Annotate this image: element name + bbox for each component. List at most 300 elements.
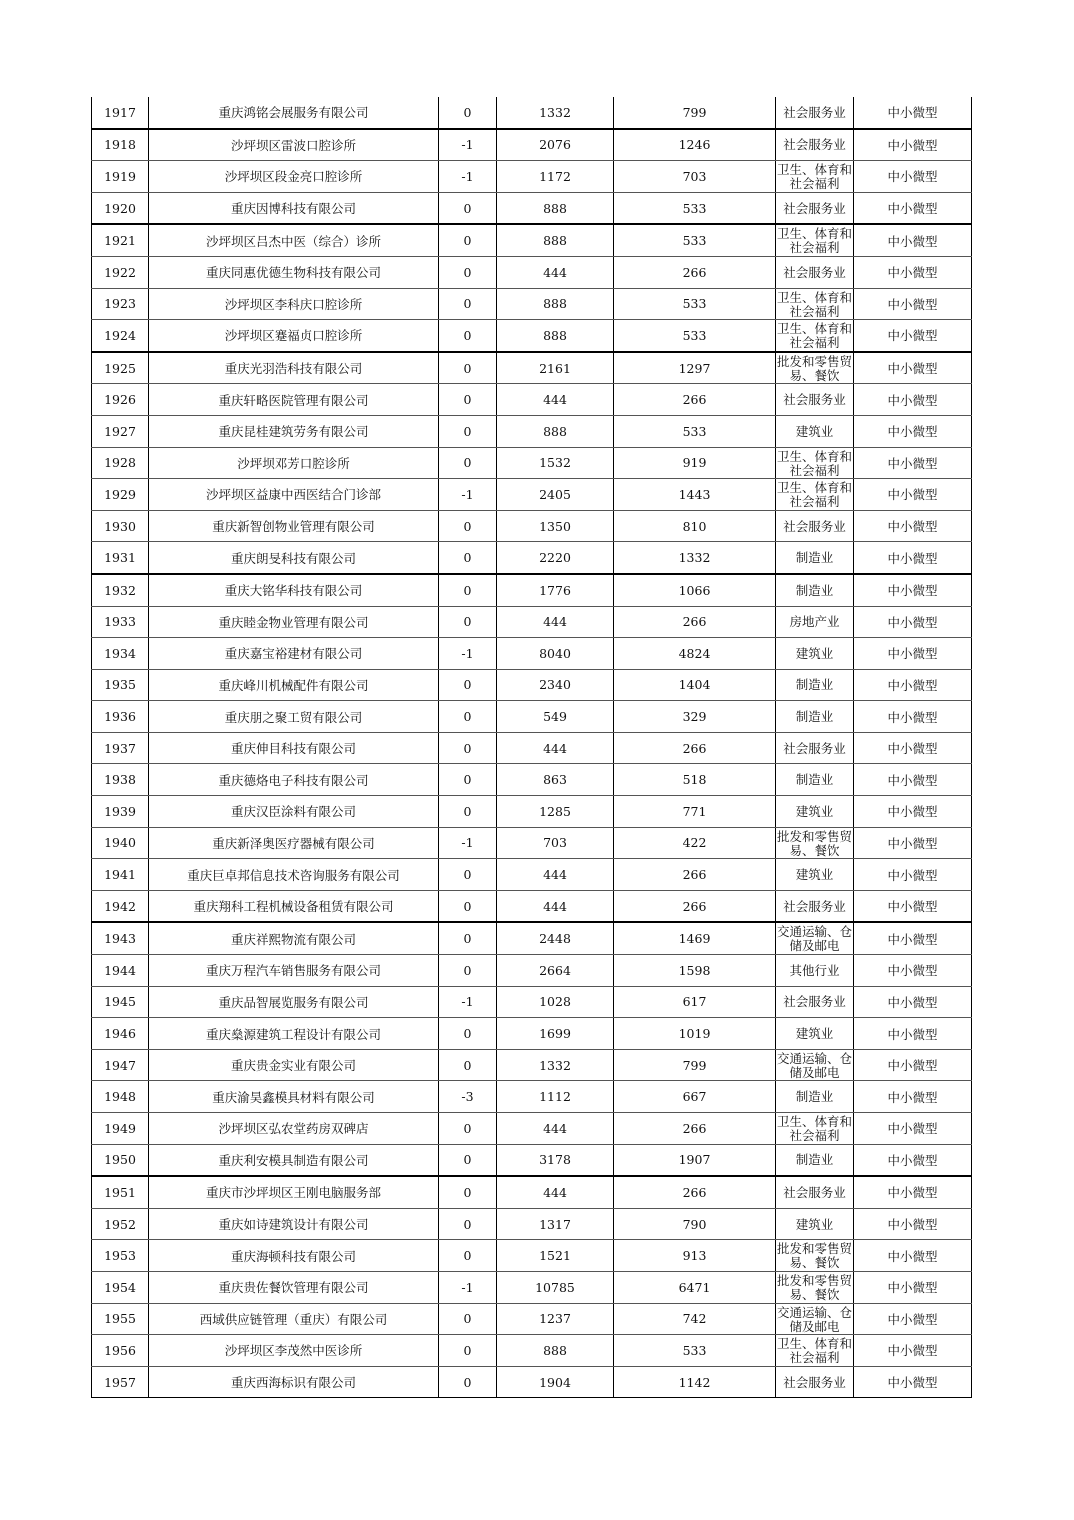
industry-cell bbox=[776, 1081, 854, 1113]
value-a-cell: 1332 bbox=[497, 1049, 614, 1081]
value-a-cell: 1028 bbox=[497, 986, 614, 1018]
value-a-cell: 10785 bbox=[497, 1271, 614, 1303]
table-row bbox=[92, 97, 972, 129]
value-b-cell: 533 bbox=[614, 320, 776, 352]
value-b-cell: 810 bbox=[614, 510, 776, 542]
change-cell: 0 bbox=[439, 447, 497, 479]
industry-label: 批发和零售贸易、餐饮 bbox=[776, 1241, 852, 1271]
value-a-cell: 1332 bbox=[497, 97, 614, 129]
change-cell: -1 bbox=[439, 479, 497, 511]
enterprise-size-cell: 中小微型 bbox=[854, 922, 972, 954]
row-number-cell: 1935 bbox=[92, 669, 149, 701]
company-name-cell: 重庆峰川机械配件有限公司 bbox=[149, 669, 439, 701]
industry-cell bbox=[776, 542, 854, 574]
value-a-cell: 549 bbox=[497, 701, 614, 733]
value-b-cell: 1598 bbox=[614, 955, 776, 987]
industry-cell bbox=[776, 638, 854, 670]
enterprise-size-cell: 中小微型 bbox=[854, 384, 972, 416]
company-name-cell: 重庆德烙电子科技有限公司 bbox=[149, 764, 439, 796]
row-number-cell: 1933 bbox=[92, 606, 149, 638]
row-number-cell: 1920 bbox=[92, 192, 149, 224]
row-number-cell: 1950 bbox=[92, 1144, 149, 1176]
change-cell: 0 bbox=[439, 1113, 497, 1145]
industry-cell bbox=[776, 97, 854, 129]
value-b-cell: 1469 bbox=[614, 922, 776, 954]
row-number-cell: 1954 bbox=[92, 1271, 149, 1303]
industry-cell bbox=[776, 129, 854, 161]
company-name-cell: 沙坪坝区吕杰中医（综合）诊所 bbox=[149, 224, 439, 256]
industry-label: 其他行业 bbox=[789, 962, 840, 978]
industry-cell bbox=[776, 192, 854, 224]
company-name-cell: 重庆伸目科技有限公司 bbox=[149, 732, 439, 764]
value-b-cell: 913 bbox=[614, 1240, 776, 1272]
row-number-cell: 1956 bbox=[92, 1335, 149, 1367]
value-a-cell: 2405 bbox=[497, 479, 614, 511]
value-b-cell: 533 bbox=[614, 1335, 776, 1367]
value-a-cell: 444 bbox=[497, 1176, 614, 1208]
change-cell: 0 bbox=[439, 701, 497, 733]
enterprise-size-cell: 中小微型 bbox=[854, 1113, 972, 1145]
company-name-cell: 重庆翔科工程机械设备租赁有限公司 bbox=[149, 890, 439, 922]
value-a-cell: 444 bbox=[497, 606, 614, 638]
company-name-cell: 西域供应链管理（重庆）有限公司 bbox=[149, 1303, 439, 1335]
company-name-cell: 重庆祥熙物流有限公司 bbox=[149, 922, 439, 954]
value-b-cell: 617 bbox=[614, 986, 776, 1018]
industry-cell bbox=[776, 764, 854, 796]
change-cell: 0 bbox=[439, 669, 497, 701]
row-number-cell: 1957 bbox=[92, 1366, 149, 1398]
table-row bbox=[92, 1366, 972, 1398]
value-a-cell: 888 bbox=[497, 320, 614, 352]
table-row bbox=[92, 1176, 972, 1208]
table-row bbox=[92, 1240, 972, 1272]
industry-cell bbox=[776, 922, 854, 954]
change-cell: 0 bbox=[439, 97, 497, 129]
table-row bbox=[92, 510, 972, 542]
value-a-cell: 703 bbox=[497, 827, 614, 859]
company-name-cell: 重庆轩略医院管理有限公司 bbox=[149, 384, 439, 416]
change-cell: 0 bbox=[439, 796, 497, 828]
table-row bbox=[92, 638, 972, 670]
value-a-cell: 1317 bbox=[497, 1208, 614, 1240]
value-a-cell: 1285 bbox=[497, 796, 614, 828]
enterprise-size-cell: 中小微型 bbox=[854, 1176, 972, 1208]
value-a-cell: 1699 bbox=[497, 1018, 614, 1050]
change-cell: 0 bbox=[439, 955, 497, 987]
row-number-cell: 1947 bbox=[92, 1049, 149, 1081]
industry-label: 制造业 bbox=[795, 1152, 834, 1168]
row-number-cell: 1917 bbox=[92, 97, 149, 129]
data-table bbox=[91, 97, 972, 1398]
industry-label: 制造业 bbox=[795, 582, 834, 598]
industry-label: 社会服务业 bbox=[783, 1374, 846, 1390]
change-cell: 0 bbox=[439, 732, 497, 764]
value-b-cell: 1443 bbox=[614, 479, 776, 511]
enterprise-size-cell: 中小微型 bbox=[854, 1018, 972, 1050]
enterprise-size-cell: 中小微型 bbox=[854, 796, 972, 828]
value-a-cell: 888 bbox=[497, 192, 614, 224]
industry-cell bbox=[776, 447, 854, 479]
industry-cell bbox=[776, 288, 854, 320]
change-cell: 0 bbox=[439, 192, 497, 224]
change-cell: 0 bbox=[439, 1049, 497, 1081]
company-name-cell: 重庆新泽奥医疗器械有限公司 bbox=[149, 827, 439, 859]
table-row bbox=[92, 129, 972, 161]
row-number-cell: 1919 bbox=[92, 161, 149, 193]
industry-label: 卫生、体育和社会福利 bbox=[776, 162, 852, 192]
company-name-cell: 重庆鸿铭会展服务有限公司 bbox=[149, 97, 439, 129]
row-number-cell: 1936 bbox=[92, 701, 149, 733]
company-name-cell: 重庆如诗建筑设计有限公司 bbox=[149, 1208, 439, 1240]
industry-cell bbox=[776, 986, 854, 1018]
row-number-cell: 1953 bbox=[92, 1240, 149, 1272]
company-name-cell: 沙坪坝区雷波口腔诊所 bbox=[149, 129, 439, 161]
company-name-cell: 重庆同惠优德生物科技有限公司 bbox=[149, 256, 439, 288]
value-a-cell: 2076 bbox=[497, 129, 614, 161]
company-name-cell: 重庆大铭华科技有限公司 bbox=[149, 574, 439, 606]
change-cell: 0 bbox=[439, 1176, 497, 1208]
value-a-cell: 444 bbox=[497, 732, 614, 764]
enterprise-size-cell: 中小微型 bbox=[854, 701, 972, 733]
industry-cell bbox=[776, 827, 854, 859]
industry-label: 社会服务业 bbox=[783, 1184, 846, 1200]
table-row bbox=[92, 1335, 972, 1367]
value-b-cell: 771 bbox=[614, 796, 776, 828]
value-a-cell: 888 bbox=[497, 415, 614, 447]
value-b-cell: 266 bbox=[614, 606, 776, 638]
value-a-cell: 8040 bbox=[497, 638, 614, 670]
row-number-cell: 1921 bbox=[92, 224, 149, 256]
enterprise-size-cell: 中小微型 bbox=[854, 1240, 972, 1272]
enterprise-size-cell: 中小微型 bbox=[854, 129, 972, 161]
company-name-cell: 重庆汉臣涂料有限公司 bbox=[149, 796, 439, 828]
table-row bbox=[92, 192, 972, 224]
enterprise-size-cell: 中小微型 bbox=[854, 224, 972, 256]
enterprise-size-cell: 中小微型 bbox=[854, 1081, 972, 1113]
enterprise-size-cell: 中小微型 bbox=[854, 638, 972, 670]
company-name-cell: 重庆昆桂建筑劳务有限公司 bbox=[149, 415, 439, 447]
company-name-cell: 重庆巨卓邦信息技术咨询服务有限公司 bbox=[149, 859, 439, 891]
value-b-cell: 1907 bbox=[614, 1144, 776, 1176]
table-row bbox=[92, 955, 972, 987]
row-number-cell: 1930 bbox=[92, 510, 149, 542]
row-number-cell: 1951 bbox=[92, 1176, 149, 1208]
enterprise-size-cell: 中小微型 bbox=[854, 1366, 972, 1398]
row-number-cell: 1929 bbox=[92, 479, 149, 511]
industry-cell bbox=[776, 1049, 854, 1081]
table-row bbox=[92, 764, 972, 796]
industry-label: 建筑业 bbox=[795, 423, 834, 439]
industry-label: 卫生、体育和社会福利 bbox=[776, 1114, 852, 1143]
company-name-cell: 重庆西海标识有限公司 bbox=[149, 1366, 439, 1398]
industry-label: 卫生、体育和社会福利 bbox=[776, 289, 852, 319]
industry-label: 交通运输、仓储及邮电 bbox=[776, 924, 852, 954]
enterprise-size-cell: 中小微型 bbox=[854, 161, 972, 193]
enterprise-size-cell: 中小微型 bbox=[854, 447, 972, 479]
industry-label: 社会服务业 bbox=[783, 518, 846, 534]
industry-cell bbox=[776, 796, 854, 828]
company-name-cell: 重庆贵金实业有限公司 bbox=[149, 1049, 439, 1081]
change-cell: 0 bbox=[439, 320, 497, 352]
value-a-cell: 888 bbox=[497, 288, 614, 320]
row-number-cell: 1945 bbox=[92, 986, 149, 1018]
table-row bbox=[92, 256, 972, 288]
enterprise-size-cell: 中小微型 bbox=[854, 1335, 972, 1367]
value-b-cell: 6471 bbox=[614, 1271, 776, 1303]
value-b-cell: 1019 bbox=[614, 1018, 776, 1050]
company-name-cell: 重庆万程汽车销售服务有限公司 bbox=[149, 955, 439, 987]
industry-label: 社会服务业 bbox=[783, 137, 846, 153]
table-row bbox=[92, 542, 972, 574]
industry-label: 制造业 bbox=[795, 677, 834, 693]
industry-cell bbox=[776, 890, 854, 922]
change-cell: 0 bbox=[439, 352, 497, 384]
table-row bbox=[92, 1081, 972, 1113]
enterprise-size-cell: 中小微型 bbox=[854, 542, 972, 574]
row-number-cell: 1946 bbox=[92, 1018, 149, 1050]
industry-cell bbox=[776, 384, 854, 416]
change-cell: 0 bbox=[439, 1335, 497, 1367]
table-row bbox=[92, 1271, 972, 1303]
row-number-cell: 1941 bbox=[92, 859, 149, 891]
table-row bbox=[92, 447, 972, 479]
row-number-cell: 1937 bbox=[92, 732, 149, 764]
industry-label: 制造业 bbox=[795, 1089, 834, 1105]
change-cell: 0 bbox=[439, 542, 497, 574]
row-number-cell: 1948 bbox=[92, 1081, 149, 1113]
enterprise-size-cell: 中小微型 bbox=[854, 955, 972, 987]
row-number-cell: 1922 bbox=[92, 256, 149, 288]
value-a-cell: 1112 bbox=[497, 1081, 614, 1113]
change-cell: 0 bbox=[439, 764, 497, 796]
table-row bbox=[92, 827, 972, 859]
value-a-cell: 2161 bbox=[497, 352, 614, 384]
industry-label: 建筑业 bbox=[795, 867, 834, 883]
industry-cell bbox=[776, 1240, 854, 1272]
industry-label: 社会服务业 bbox=[783, 994, 846, 1010]
industry-cell bbox=[776, 955, 854, 987]
company-name-cell: 重庆新智创物业管理有限公司 bbox=[149, 510, 439, 542]
table-row bbox=[92, 1113, 972, 1145]
value-b-cell: 266 bbox=[614, 859, 776, 891]
industry-cell bbox=[776, 859, 854, 891]
table-row bbox=[92, 415, 972, 447]
industry-cell bbox=[776, 669, 854, 701]
company-name-cell: 沙坪坝区益康中西医结合门诊部 bbox=[149, 479, 439, 511]
value-b-cell: 4824 bbox=[614, 638, 776, 670]
industry-label: 卫生、体育和社会福利 bbox=[776, 480, 852, 510]
change-cell: 0 bbox=[439, 890, 497, 922]
value-b-cell: 1404 bbox=[614, 669, 776, 701]
value-b-cell: 742 bbox=[614, 1303, 776, 1335]
value-b-cell: 1332 bbox=[614, 542, 776, 574]
enterprise-size-cell: 中小微型 bbox=[854, 1049, 972, 1081]
change-cell: 0 bbox=[439, 606, 497, 638]
table-row bbox=[92, 384, 972, 416]
industry-cell bbox=[776, 1271, 854, 1303]
value-b-cell: 799 bbox=[614, 1049, 776, 1081]
company-name-cell: 重庆朗旻科技有限公司 bbox=[149, 542, 439, 574]
table-row bbox=[92, 669, 972, 701]
industry-label: 社会服务业 bbox=[783, 392, 846, 408]
industry-label: 制造业 bbox=[795, 772, 834, 788]
value-b-cell: 667 bbox=[614, 1081, 776, 1113]
industry-label: 卫生、体育和社会福利 bbox=[776, 226, 852, 256]
row-number-cell: 1938 bbox=[92, 764, 149, 796]
row-number-cell: 1931 bbox=[92, 542, 149, 574]
company-name-cell: 重庆利安模具制造有限公司 bbox=[149, 1144, 439, 1176]
company-name-cell: 重庆贵佐餐饮管理有限公司 bbox=[149, 1271, 439, 1303]
industry-cell bbox=[776, 1113, 854, 1145]
value-a-cell: 444 bbox=[497, 890, 614, 922]
industry-cell bbox=[776, 320, 854, 352]
company-name-cell: 重庆朋之聚工贸有限公司 bbox=[149, 701, 439, 733]
change-cell: 0 bbox=[439, 510, 497, 542]
industry-cell bbox=[776, 415, 854, 447]
table-row bbox=[92, 161, 972, 193]
value-a-cell: 444 bbox=[497, 859, 614, 891]
industry-cell bbox=[776, 1366, 854, 1398]
industry-label: 制造业 bbox=[795, 709, 834, 725]
company-name-cell: 重庆燊源建筑工程设计有限公司 bbox=[149, 1018, 439, 1050]
row-number-cell: 1926 bbox=[92, 384, 149, 416]
value-a-cell: 1532 bbox=[497, 447, 614, 479]
value-a-cell: 2220 bbox=[497, 542, 614, 574]
value-a-cell: 1172 bbox=[497, 161, 614, 193]
table-row bbox=[92, 606, 972, 638]
row-number-cell: 1918 bbox=[92, 129, 149, 161]
table-row bbox=[92, 352, 972, 384]
value-a-cell: 1904 bbox=[497, 1366, 614, 1398]
value-b-cell: 266 bbox=[614, 1113, 776, 1145]
industry-cell bbox=[776, 1208, 854, 1240]
table-row bbox=[92, 224, 972, 256]
table-row bbox=[92, 479, 972, 511]
enterprise-size-cell: 中小微型 bbox=[854, 97, 972, 129]
company-name-cell: 沙坪坝区蹇福贞口腔诊所 bbox=[149, 320, 439, 352]
company-name-cell: 沙坪坝邓芳口腔诊所 bbox=[149, 447, 439, 479]
value-a-cell: 888 bbox=[497, 224, 614, 256]
industry-cell bbox=[776, 1018, 854, 1050]
change-cell: 0 bbox=[439, 415, 497, 447]
enterprise-size-cell: 中小微型 bbox=[854, 1303, 972, 1335]
enterprise-size-cell: 中小微型 bbox=[854, 352, 972, 384]
change-cell: 0 bbox=[439, 922, 497, 954]
industry-cell bbox=[776, 1144, 854, 1176]
table-row bbox=[92, 796, 972, 828]
table-body bbox=[92, 97, 972, 1398]
value-b-cell: 1142 bbox=[614, 1366, 776, 1398]
enterprise-size-cell: 中小微型 bbox=[854, 986, 972, 1018]
enterprise-size-cell: 中小微型 bbox=[854, 669, 972, 701]
company-name-cell: 重庆嘉宝裕建材有限公司 bbox=[149, 638, 439, 670]
value-a-cell: 1521 bbox=[497, 1240, 614, 1272]
value-a-cell: 3178 bbox=[497, 1144, 614, 1176]
enterprise-size-cell: 中小微型 bbox=[854, 764, 972, 796]
industry-cell bbox=[776, 606, 854, 638]
table-row bbox=[92, 1303, 972, 1335]
value-b-cell: 266 bbox=[614, 1176, 776, 1208]
table-row bbox=[92, 320, 972, 352]
change-cell: 0 bbox=[439, 224, 497, 256]
value-b-cell: 533 bbox=[614, 224, 776, 256]
enterprise-size-cell: 中小微型 bbox=[854, 1208, 972, 1240]
table-row bbox=[92, 890, 972, 922]
change-cell: 0 bbox=[439, 1018, 497, 1050]
enterprise-size-cell: 中小微型 bbox=[854, 510, 972, 542]
enterprise-size-cell: 中小微型 bbox=[854, 1144, 972, 1176]
row-number-cell: 1924 bbox=[92, 320, 149, 352]
enterprise-size-cell: 中小微型 bbox=[854, 732, 972, 764]
industry-cell bbox=[776, 224, 854, 256]
change-cell: -1 bbox=[439, 827, 497, 859]
value-b-cell: 266 bbox=[614, 256, 776, 288]
value-b-cell: 518 bbox=[614, 764, 776, 796]
company-name-cell: 重庆市沙坪坝区王刚电脑服务部 bbox=[149, 1176, 439, 1208]
change-cell: 0 bbox=[439, 1144, 497, 1176]
value-b-cell: 703 bbox=[614, 161, 776, 193]
row-number-cell: 1923 bbox=[92, 288, 149, 320]
row-number-cell: 1952 bbox=[92, 1208, 149, 1240]
table-row bbox=[92, 922, 972, 954]
industry-label: 批发和零售贸易、餐饮 bbox=[776, 353, 852, 383]
change-cell: 0 bbox=[439, 288, 497, 320]
industry-label: 制造业 bbox=[795, 550, 834, 566]
industry-cell bbox=[776, 574, 854, 606]
enterprise-size-cell: 中小微型 bbox=[854, 1271, 972, 1303]
industry-cell bbox=[776, 352, 854, 384]
table-row bbox=[92, 1018, 972, 1050]
change-cell: 0 bbox=[439, 1366, 497, 1398]
row-number-cell: 1942 bbox=[92, 890, 149, 922]
enterprise-size-cell: 中小微型 bbox=[854, 256, 972, 288]
enterprise-size-cell: 中小微型 bbox=[854, 192, 972, 224]
row-number-cell: 1949 bbox=[92, 1113, 149, 1145]
industry-label: 房地产业 bbox=[789, 614, 840, 630]
company-name-cell: 重庆因博科技有限公司 bbox=[149, 192, 439, 224]
industry-label: 社会服务业 bbox=[783, 104, 846, 120]
enterprise-size-cell: 中小微型 bbox=[854, 415, 972, 447]
value-b-cell: 533 bbox=[614, 192, 776, 224]
value-a-cell: 1350 bbox=[497, 510, 614, 542]
industry-label: 建筑业 bbox=[795, 1026, 834, 1042]
value-a-cell: 1237 bbox=[497, 1303, 614, 1335]
value-b-cell: 533 bbox=[614, 288, 776, 320]
industry-label: 交通运输、仓储及邮电 bbox=[776, 1304, 852, 1334]
industry-label: 社会服务业 bbox=[783, 200, 846, 216]
company-name-cell: 重庆渝昊鑫模具材料有限公司 bbox=[149, 1081, 439, 1113]
industry-label: 批发和零售贸易、餐饮 bbox=[776, 1272, 852, 1302]
table-row bbox=[92, 1144, 972, 1176]
table-row bbox=[92, 701, 972, 733]
company-name-cell: 重庆光羽浩科技有限公司 bbox=[149, 352, 439, 384]
enterprise-size-cell: 中小微型 bbox=[854, 606, 972, 638]
company-name-cell: 重庆睦金物业管理有限公司 bbox=[149, 606, 439, 638]
industry-label: 社会服务业 bbox=[783, 740, 846, 756]
industry-cell bbox=[776, 479, 854, 511]
row-number-cell: 1934 bbox=[92, 638, 149, 670]
value-b-cell: 266 bbox=[614, 732, 776, 764]
industry-cell bbox=[776, 256, 854, 288]
industry-label: 建筑业 bbox=[795, 645, 834, 661]
enterprise-size-cell: 中小微型 bbox=[854, 479, 972, 511]
row-number-cell: 1932 bbox=[92, 574, 149, 606]
value-b-cell: 790 bbox=[614, 1208, 776, 1240]
row-number-cell: 1944 bbox=[92, 955, 149, 987]
enterprise-size-cell: 中小微型 bbox=[854, 288, 972, 320]
change-cell: 0 bbox=[439, 1303, 497, 1335]
industry-cell bbox=[776, 732, 854, 764]
